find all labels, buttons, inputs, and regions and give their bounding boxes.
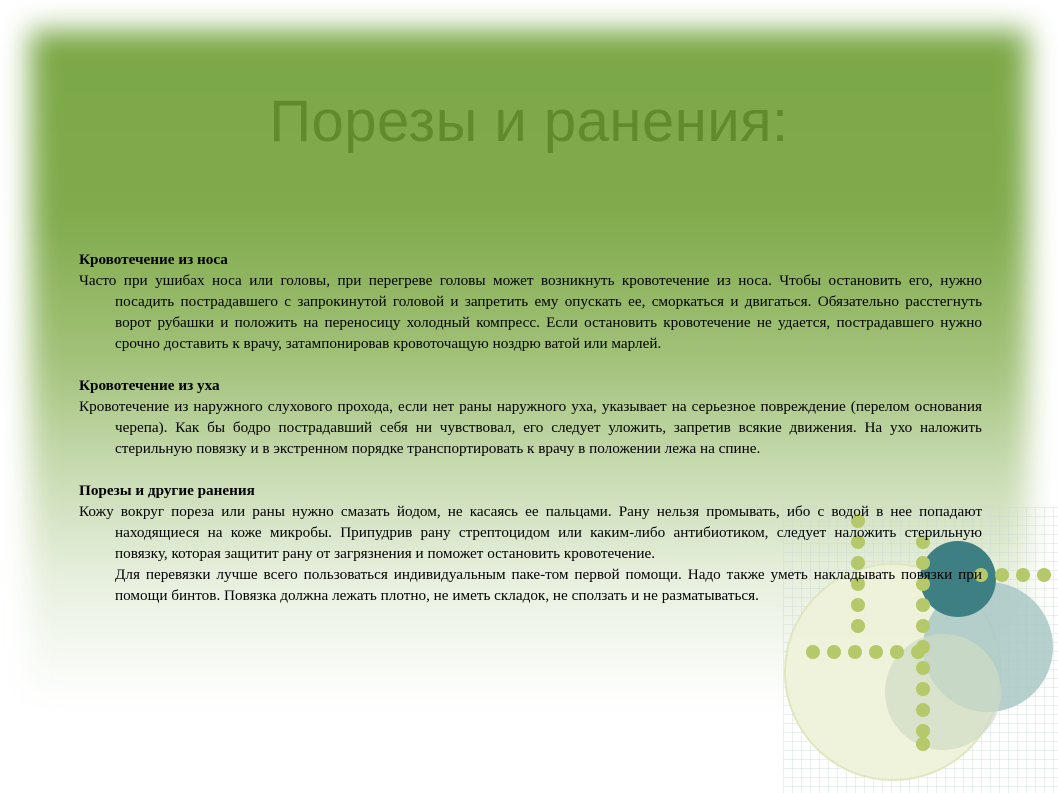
section-heading-cuts: Порезы и другие ранения <box>79 482 255 499</box>
slide-title: Порезы и ранения: <box>269 89 789 154</box>
section-text-cuts: Кожу вокруг пореза или раны нужно смазать йодом, не касаясь ее пальцами. Рану нельзя промывать, ибо с водой в нее попадают находящиеся на коже микробы. Припудрив рану стрептоцидом или каким-либо антибиотиком, следует наложить стерильную повязку, которая защитит рану от загрязнения и поможет остановить кровотечение. <box>79 503 982 562</box>
section-text-nose: Часто при ушибах носа или головы, при перегреве головы может возникнуть кровотечение из носа. Чтобы остановить его, нужно посадить пострадавшего с запрокинутой головой и запретить ему опускать ее, сморкаться и двигаться. Обязательно расстегнуть ворот рубашки и положить на переносицу холодный компресс. Если остановить кровотечение не удается, пострадавшего нужно срочно доставить к врачу, затампонировав кровоточащую ноздрю ватой или марлей. <box>79 272 982 352</box>
section-heading-nose: Кровотечение из носа <box>79 251 228 268</box>
section-text-ear: Кровотечение из наружного слухового прохода, если нет раны наружного уха, указывает на серьезное повреждение (перелом основания черепа). Как бы бодро пострадавший себя ни чувствовал, его следует уложить, запретив всякие движения. На ухо наложить стерильную повязку и в экстренном порядке транспортировать к врачу в положении лежа на спине. <box>79 398 982 457</box>
section-text-cuts-bandage: Для перевязки лучше всего пользоваться индивидуальным паке-том первой помощи. Надо также уметь накладывать повязки при помощи бинтов. Повязка должна лежать плотно, не иметь складок, не сползать и не разматываться. <box>115 566 982 604</box>
slide-content <box>79 249 982 606</box>
section-heading-ear: Кровотечение из уха <box>79 377 220 394</box>
